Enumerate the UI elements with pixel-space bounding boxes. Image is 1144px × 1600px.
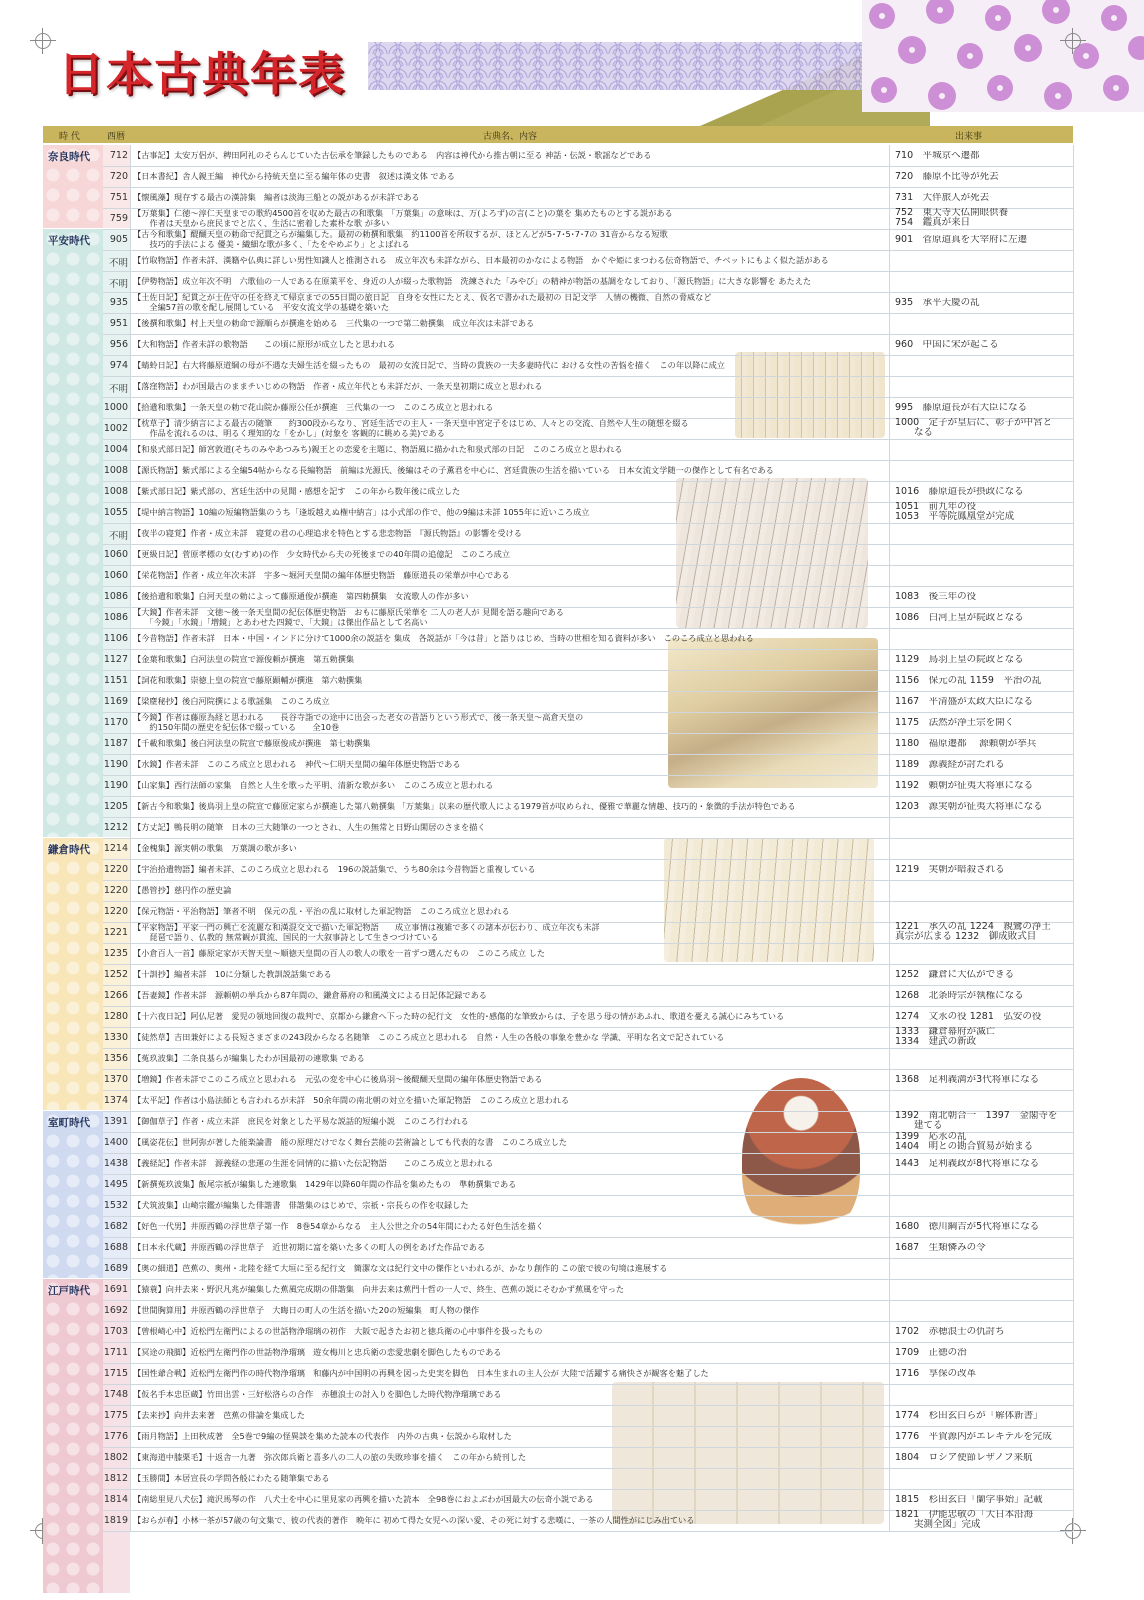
year-cell: 1692 <box>103 1304 128 1316</box>
work-description-cell: 【源氏物語】紫式部による全編54帖からなる長編物語 前編は光源氏、後編はその子薫君を中心に、宮廷貴族の生活を描いている 日本女流文学随一の傑作として有名である <box>133 465 774 475</box>
work-description-cell: 【拾遺和歌集】一条天皇の勅で花山院か藤原公任が撰進 三代集の一つ このころ成立と思われる <box>133 402 494 412</box>
table-row <box>103 1111 1073 1133</box>
year-cell: 1438 <box>103 1157 128 1169</box>
event-cell: 1016 藤原道長が摂政になる <box>895 486 1024 497</box>
era-block <box>43 145 103 228</box>
work-description-cell: 【夜半の寝覚】作者・成立未詳 寝覚の君の心理追求を特色とする悲恋物語 『源氏物語』の影響を受ける <box>133 528 522 538</box>
work-description-cell: 【土佐日記】紀貫之が土佐守の任を終えて帰京までの55日間の旅日記 自身を女性にたとえ、仮名で書かれた最初の 日記文学 人情の機微、自然の脅威など 全編57首の歌を配し展開している 平安女流文学の基礎を築いた <box>133 293 712 312</box>
table-row <box>103 1195 1073 1217</box>
year-cell: 1689 <box>103 1262 128 1274</box>
year-cell: 1748 <box>103 1388 128 1400</box>
work-description-cell: 【御伽草子】作者・成立未詳 庶民を対象とした平易な説話的短編小説 このころ行われる <box>133 1116 469 1126</box>
table-row <box>103 901 1073 923</box>
work-description-cell: 【おらが春】小林一茶が57歳の句文集で、彼の代表的著作 晩年に 初めて得た女児への深い愛、その死に対する悲嘆に、一茶の人間性がにじみ出ている <box>133 1515 695 1525</box>
table-row <box>103 1489 1073 1511</box>
event-cell: 1815 杉田玄白「蘭学事始」記載 <box>895 1494 1043 1505</box>
event-cell: 1167 平清盛が太政大臣になる <box>895 696 1034 707</box>
table-row <box>103 754 1073 776</box>
era-block <box>43 1111 103 1278</box>
table-row <box>103 502 1073 524</box>
table-row <box>103 1342 1073 1364</box>
year-cell: 1000 <box>103 401 128 413</box>
event-cell: 1175 法然が浄土宗を開く <box>895 717 1015 728</box>
column-header-year: 西暦 <box>107 132 126 142</box>
work-description-cell: 【雨月物語】上田秋成著 全5巻で9編の怪異談を集めた読本の代表作 内外の古典・伝説から取材した <box>133 1431 512 1441</box>
year-cell: 1532 <box>103 1199 128 1211</box>
work-description-cell: 【玉勝間】本居宣長の学問各般にわたる随筆集である <box>133 1473 330 1483</box>
year-cell: 1266 <box>103 989 128 1001</box>
work-description-cell: 【保元物語・平治物語】筆者不明 保元の乱・平治の乱に取材した軍記物語 このころ成立と思われる <box>133 906 510 916</box>
year-cell: 1220 <box>103 905 128 917</box>
year-cell: 974 <box>109 359 128 371</box>
year-cell: 1715 <box>103 1367 128 1379</box>
event-cell: 1716 享保の改革 <box>895 1368 977 1379</box>
table-row <box>103 460 1073 482</box>
work-description-cell: 【竹取物語】作者未詳、漢籍や仏典に詳しい男性知識人と推測される 成立年次も未詳ながら、日本最初のかなによる物語 かぐや姫にまつわる伝奇物語で、チベットにもよく似た話がある <box>133 255 829 265</box>
work-description-cell: 【宇治拾遺物語】編者未詳、このころ成立と思われる 196の説話集で、うち80余は今昔物語と重複している <box>133 864 536 874</box>
year-cell: 1703 <box>103 1325 128 1337</box>
work-description-cell: 【小倉百人一首】藤原定家が天智天皇～順徳天皇間の百人の歌人の歌を一首ずつ選んだもの このころ成立 した <box>133 948 545 958</box>
work-description-cell: 【懐風藻】現存する最古の漢詩集 編者は淡海三船との説があるが未詳である <box>133 192 420 202</box>
table-row <box>103 1279 1073 1301</box>
year-cell: 1221 <box>103 926 128 938</box>
event-cell: 1189 源義経が討たれる <box>895 759 1005 770</box>
year-cell: 1106 <box>103 632 128 644</box>
seigaiha-pattern-decoration <box>368 42 888 90</box>
table-row <box>103 985 1073 1007</box>
event-cell: 1086 白河上皇が院政となる <box>895 612 1024 623</box>
year-cell: 1214 <box>103 842 128 854</box>
work-description-cell: 【伊勢物語】成立年次不明 六歌仙の一人である在原業平を、身近の人が綴った歌物語 洗練された「みやび」の精神が物語の基調をなしており、「源氏物語」に大きな影響を あたえた <box>133 276 812 286</box>
year-cell: 712 <box>109 149 128 161</box>
event-cell: 1192 頼朝が征夷大将軍になる <box>895 780 1034 791</box>
event-cell: 1702 赤穂浪士の仇討ち <box>895 1326 1005 1337</box>
year-cell: 1235 <box>103 947 128 959</box>
table-row <box>103 229 1073 251</box>
work-description-cell: 【大和物語】作者未詳の歌物語 この頃に原形が成立したと思われる <box>133 339 396 349</box>
work-description-cell: 【和泉式部日記】師宮敦道(そちのみやあつみち)親王との恋愛を主題に、物語風に描かれた和泉式部の日記 このころ成立と思われる <box>133 444 623 454</box>
year-cell: 不明 <box>108 530 128 542</box>
era-block <box>43 1279 103 1593</box>
table-row <box>103 397 1073 419</box>
year-cell: 1280 <box>103 1010 128 1022</box>
table-row <box>103 1237 1073 1259</box>
table-row <box>103 1321 1073 1343</box>
year-cell: 1060 <box>103 548 128 560</box>
event-cell: 1687 生類憐みの令 <box>895 1242 986 1253</box>
year-cell: 956 <box>109 338 128 350</box>
table-row <box>103 1153 1073 1175</box>
year-cell: 759 <box>109 212 128 224</box>
year-cell: 1776 <box>103 1430 128 1442</box>
event-cell: 1680 徳川綱吉が5代将軍になる <box>895 1221 1040 1232</box>
work-description-cell: 【万葉集】仁徳～淳仁天皇までの歌約4500首を収めた最古の和歌集 「万葉集」の意味は、万(よろず)の言(こと)の葉を 集めたものとする説がある 作者は天皇から庶民までと広く、生活に密着した素朴な歌 が多い <box>133 209 673 228</box>
work-description-cell: 【日本永代蔵】井原西鶴の浮世草子 近世初期に富を築いた多くの町人の例をあげた作品である <box>133 1242 486 1252</box>
era-label: 江戸時代 <box>48 1285 90 1297</box>
table-row <box>103 145 1073 167</box>
event-cell: 1368 足利義満が3代将軍になる <box>895 1074 1040 1085</box>
table-row <box>103 691 1073 713</box>
event-cell: 1399 応永の乱 1404 明との勘合貿易が始まる <box>895 1132 1034 1153</box>
year-cell: 1814 <box>103 1493 128 1505</box>
year-cell: 1391 <box>103 1115 128 1127</box>
event-cell: 731 大伴旅人が死去 <box>895 192 990 203</box>
event-cell: 1156 保元の乱 1159 平治の乱 <box>895 675 1042 686</box>
table-row <box>103 1510 1073 1532</box>
work-description-cell: 【栄花物語】作者・成立年次未詳 宇多～堀河天皇間の編年体歴史物語 藤原道長の栄華が中心である <box>133 570 510 580</box>
table-row <box>103 1048 1073 1070</box>
work-description-cell: 【梁塵秘抄】後白河院撰による歌謡集 このころ成立 <box>133 696 330 706</box>
registration-mark <box>35 33 51 49</box>
table-row <box>103 1300 1073 1322</box>
year-cell: 1802 <box>103 1451 128 1463</box>
table-row <box>103 376 1073 398</box>
year-cell: 1330 <box>103 1031 128 1043</box>
table-row <box>103 418 1073 440</box>
table-row <box>103 439 1073 461</box>
table-row <box>103 943 1073 965</box>
year-cell: 720 <box>109 170 128 182</box>
table-row <box>103 292 1073 314</box>
table-row <box>103 544 1073 566</box>
table-row <box>103 271 1073 293</box>
table-row <box>103 250 1073 272</box>
work-description-cell: 【千載和歌集】後白河法皇の院宣で藤原俊成が撰進 第七勅撰集 <box>133 738 371 748</box>
year-cell: 1170 <box>103 716 128 728</box>
work-description-cell: 【今鏡】作者は藤原為経と思われる 長谷寺詣での途中に出会った老女の昔語りという形式で、後一条天皇～高倉天皇の 約150年間の歴史を紀伝体で綴っている 全10巻 <box>133 713 584 732</box>
work-description-cell: 【奥の細道】芭蕉の、奥州・北陸を経て大垣に至る紀行文 簡潔な文は紀行文中の傑作といわれるが、かなり創作的 この旅で彼の句境は進展する <box>133 1263 668 1273</box>
work-description-cell: 【冥途の飛脚】近松門左衛門作の世話物浄瑠璃 遊女梅川と忠兵衛の恋愛悲劇を脚色したものである <box>133 1347 502 1357</box>
year-cell: 1008 <box>103 464 128 476</box>
year-cell: 1055 <box>103 506 128 518</box>
year-cell: 1691 <box>103 1283 128 1295</box>
table-row <box>103 1468 1073 1490</box>
year-cell: 1205 <box>103 800 128 812</box>
work-description-cell: 【太平記】作者は小島法師とも言われるが未詳 50余年間の南北朝の対立を描いた軍記物語 このころ成立と思われる <box>133 1095 570 1105</box>
work-description-cell: 【新撰菟玖波集】飯尾宗祇が編集した連歌集 1429年以降60年間の作品を集めたもの 準勅撰集である <box>133 1179 517 1189</box>
header <box>0 0 1144 128</box>
table-row <box>103 838 1073 860</box>
table-row <box>103 1027 1073 1049</box>
event-cell: 1083 後三年の役 <box>895 591 977 602</box>
work-description-cell: 【風姿花伝】世阿弥が著した能楽論書 能の原理だけでなく舞台芸能の芸術論としても代表的な書 このころ成立した <box>133 1137 567 1147</box>
work-description-cell: 【菟玖波集】二条良基らが編集したわが国最初の連歌集 である <box>133 1053 365 1063</box>
year-cell: 1220 <box>103 863 128 875</box>
work-description-cell: 【愚管抄】慈円作の歴史論 <box>133 885 232 895</box>
table-row <box>103 922 1073 944</box>
event-cell: 720 藤原不比等が死去 <box>895 171 999 182</box>
year-cell: 不明 <box>108 278 128 290</box>
event-cell: 1221 承久の乱 1224 親鸞の浄土 真宗が広まる 1232 御成敗式目 <box>895 922 1051 943</box>
event-cell: 995 藤原道長が右大臣になる <box>895 402 1028 413</box>
year-cell: 不明 <box>108 383 128 395</box>
column-header-events: 出来事 <box>955 132 983 142</box>
work-description-cell: 【大鏡】作者未詳 文徳～後一条天皇間の紀伝体歴史物語 おもに藤原氏栄華を 二人の老人が 見聞を語る趣向である 「今鏡」「水鏡」「増鏡」とあわせた四鏡で、「大鏡」は傑出作品として名高い <box>133 608 564 627</box>
event-cell: 1392 南北朝合一 1397 金閣寺を 建てる <box>895 1111 1058 1132</box>
year-cell: 1190 <box>103 779 128 791</box>
work-description-cell: 【増鏡】作者未詳でこのころ成立と思われる 元弘の変を中心に後鳥羽～後醍醐天皇間の編年体歴史物語である <box>133 1074 543 1084</box>
work-description-cell: 【好色一代男】井原西鶴の浮世草子第一作 8巻54章からなる 主人公世之介の54年間にわたる好色生活を描く <box>133 1221 544 1231</box>
year-cell: 1220 <box>103 884 128 896</box>
table-row <box>103 607 1073 629</box>
work-description-cell: 【猿蓑】向井去来・野沢凡兆が編集した蕉風完成期の俳諧集 向井去来は蕉門十哲の一人で、終生、芭蕉の説にそむかず蕉風を守った <box>133 1284 625 1294</box>
event-cell: 1776 平賀源内がエレキテルを完成 <box>895 1431 1052 1442</box>
event-cell: 1252 鎌倉に大仏ができる <box>895 969 1015 980</box>
year-cell: 1252 <box>103 968 128 980</box>
year-cell: 905 <box>109 233 128 245</box>
event-cell: 1274 文永の役 1281 弘安の役 <box>895 1011 1042 1022</box>
table-row <box>103 355 1073 377</box>
event-cell: 1709 正徳の治 <box>895 1347 967 1358</box>
event-cell: 1129 鳥羽上皇の院政となる <box>895 654 1024 665</box>
work-description-cell: 【堤中納言物語】10編の短編物語集のうち「逢坂越えぬ権中納言」は小式部の作で、他の9編は未詳 1055年に近いころ成立 <box>133 507 590 517</box>
event-cell: 1180 福原遷都 源頼朝が挙兵 <box>895 738 1037 749</box>
event-cell: 710 平城京へ遷都 <box>895 150 980 161</box>
table-row <box>103 1447 1073 1469</box>
year-cell: 1819 <box>103 1514 128 1526</box>
work-description-cell: 【今昔物語】作者未詳 日本・中国・インドに分けて1000余の説話を 集成 各説話が「今は昔」と語りはじめ、当時の世相を知る資料が多い このころ成立と思われる <box>133 633 754 643</box>
table-row <box>103 166 1073 188</box>
table-row <box>103 334 1073 356</box>
year-cell: 不明 <box>108 257 128 269</box>
table-row <box>103 313 1073 335</box>
era-label: 鎌倉時代 <box>48 844 90 856</box>
table-row <box>103 1216 1073 1238</box>
year-cell: 1127 <box>103 653 128 665</box>
event-cell: 1203 源実朝が征夷大将軍になる <box>895 801 1043 812</box>
table-row <box>103 670 1073 692</box>
table-row <box>103 1132 1073 1154</box>
table-row <box>103 1426 1073 1448</box>
year-cell: 1400 <box>103 1136 128 1148</box>
event-cell: 1443 足利義政が8代将軍になる <box>895 1158 1040 1169</box>
table-row <box>103 712 1073 734</box>
event-cell: 1333 鎌倉幕府が滅亡 1334 建武の新政 <box>895 1027 996 1048</box>
event-cell: 1219 実朝が暗殺される <box>895 864 1005 875</box>
page-title: 日本古典年表 <box>58 47 346 101</box>
work-description-cell: 【古事記】太安万侶が、稗田阿礼のそらんじていた古伝承を筆録したものである 内容は神代から推古朝に至る 神話・伝説・歌謡などである <box>133 150 652 160</box>
era-block <box>43 838 103 1110</box>
era-block <box>43 229 103 837</box>
era-label: 奈良時代 <box>48 151 90 163</box>
table-row <box>103 775 1073 797</box>
year-cell: 1495 <box>103 1178 128 1190</box>
work-description-cell: 【仮名手本忠臣蔵】竹田出雲・三好松洛らの合作 赤穂浪士の討入りを脚色した時代物浄瑠璃である <box>133 1389 502 1399</box>
work-description-cell: 【南総里見八犬伝】滝沢馬琴の作 八犬士を中心に里見家の再興を描いた読本 全98巻におよぶわが国最大の伝奇小説である <box>133 1494 594 1504</box>
table-row <box>103 565 1073 587</box>
table-row <box>103 817 1073 839</box>
year-cell: 1775 <box>103 1409 128 1421</box>
table-row <box>103 1405 1073 1427</box>
year-cell: 1060 <box>103 569 128 581</box>
table-row <box>103 187 1073 209</box>
year-cell: 1169 <box>103 695 128 707</box>
table-row <box>103 859 1073 881</box>
work-description-cell: 【日本書紀】舎人親王編 神代から持統天皇に至る編年体の史書 叙述は漢文体 である <box>133 171 455 181</box>
work-description-cell: 【徒然草】吉田兼好による長短さまざまの243段からなる名随筆 このころ成立と思われる 自然・人生の各般の事象を豊かな 学識、平明な名文で記されている <box>133 1032 725 1042</box>
column-divider <box>1073 145 1074 1531</box>
table-row <box>103 1363 1073 1385</box>
event-cell: 1051 前九年の役 1053 平等院鳳凰堂が完成 <box>895 502 1015 523</box>
year-cell: 1002 <box>103 422 128 434</box>
work-description-cell: 【金槐集】源実朝の歌集 万葉調の歌が多い <box>133 843 297 853</box>
table-row <box>103 880 1073 902</box>
work-description-cell: 【紫式部日記】紫式部の、宮廷生活中の見聞・感想を記す この年から数年後に成立した <box>133 486 461 496</box>
work-description-cell: 【十訓抄】編者未詳 10に分類した教訓説話集である <box>133 969 332 979</box>
year-cell: 1711 <box>103 1346 128 1358</box>
year-cell: 951 <box>109 317 128 329</box>
event-cell: 1804 ロシア使節レザノフ来航 <box>895 1452 1033 1463</box>
table-row <box>103 964 1073 986</box>
year-cell: 1004 <box>103 443 128 455</box>
work-description-cell: 【吾妻鏡】作者未詳 源頼朝の挙兵から87年間の、鎌倉幕府の和風漢文による日記体記録である <box>133 990 487 1000</box>
year-cell: 1151 <box>103 674 128 686</box>
chrysanthemum-pattern-decoration <box>862 0 1144 112</box>
work-description-cell: 【犬筑波集】山崎宗鑑が編集した俳諧書 俳諧集のはじめで、宗祇・宗長らの作を収録した <box>133 1200 469 1210</box>
year-cell: 1374 <box>103 1094 128 1106</box>
year-cell: 1190 <box>103 758 128 770</box>
year-cell: 1682 <box>103 1220 128 1232</box>
work-description-cell: 【蜻蛉日記】右大将藤原道綱の母が不遇な夫婦生活を綴ったもの 最初の女流日記で、当時の貴族の一夫多妻時代に おける女性の苦悩を描く この年以降に成立 <box>133 360 725 370</box>
work-description-cell: 【去来抄】向井去来著 芭蕉の俳論を集成した <box>133 1410 305 1420</box>
work-description-cell: 【東海道中膝栗毛】十返舎一九著 弥次郎兵衛と喜多八の二人の旅の失敗珍事を描く この年から続刊した <box>133 1452 527 1462</box>
year-cell: 1086 <box>103 611 128 623</box>
work-description-cell: 【新古今和歌集】後鳥羽上皇の院宣で藤原定家らが撰進した第八勅撰集 「万葉集」以来の歴代歌人による1979首が収められ、優雅で華麗な情趣、技巧的・象徴的手法が特色である <box>133 801 796 811</box>
table-row <box>103 628 1073 650</box>
event-cell: 1000 定子が皇后に、彰子が中宮と なる <box>895 418 1053 439</box>
year-cell: 1086 <box>103 590 128 602</box>
work-description-cell: 【世間胸算用】井原西鶴の浮世草子 大晦日の町人の生活を描いた20の短編集 町人物の傑作 <box>133 1305 480 1315</box>
work-description-cell: 【水鏡】作者未詳 このころ成立と思われる 神代～仁明天皇間の編年体歴史物語である <box>133 759 461 769</box>
work-description-cell: 【詞花和歌集】崇徳上皇の院宣で藤原顕輔が撰進 第六勅撰集 <box>133 675 363 685</box>
event-cell: 1774 杉田玄白らが「解体新書」 <box>895 1410 1043 1421</box>
work-description-cell: 【後撰和歌集】村上天皇の勅命で源順らが撰進を始める 三代集の一つで第二勅撰集 成立年次は未詳である <box>133 318 535 328</box>
event-cell: 1821 伊能忠敬の「大日本沿海 実測全図」完成 <box>895 1510 1034 1531</box>
work-description-cell: 【更級日記】菅原孝標の女(むすめ)の作 少女時代から夫の死後までの40年間の追億記 このころ成立 <box>133 549 511 559</box>
event-cell: 752 東大寺大仏開眼供養 754 鑑真が来日 <box>895 208 1009 229</box>
year-cell: 751 <box>109 191 128 203</box>
event-cell: 1268 北条時宗が執権になる <box>895 990 1024 1001</box>
table-row <box>103 796 1073 818</box>
table-row <box>103 1258 1073 1280</box>
work-description-cell: 【曾根崎心中】近松門左衛門によるの世話物浄瑠璃の初作 大阪で起きたお初と徳兵衛の心中事件を扱ったもの <box>133 1326 543 1336</box>
column-header-works: 古典名、内容 <box>483 132 538 142</box>
year-cell: 1212 <box>103 821 128 833</box>
year-cell: 1187 <box>103 737 128 749</box>
column-header-era: 時 代 <box>59 132 80 142</box>
era-label: 室町時代 <box>48 1117 90 1129</box>
column-header-bar <box>43 126 1073 143</box>
table-row <box>103 586 1073 608</box>
registration-mark <box>1065 33 1081 49</box>
work-description-cell: 【金葉和歌集】白河法皇の院宣で源俊頼が撰進 第五勅撰集 <box>133 654 355 664</box>
work-description-cell: 【国性爺合戦】近松門左衛門作の時代物浄瑠璃 和藤内が中国明の再興を図った史実を脚色 日本生まれの主人公が 大陸で活躍する痛快さが観客を魅了した <box>133 1368 709 1378</box>
work-description-cell: 【義経記】作者未詳 源義経の悲運の生涯を同情的に描いた伝記物語 このころ成立と思われる <box>133 1158 494 1168</box>
event-cell: 960 中国に宋が起こる <box>895 339 999 350</box>
table-row <box>103 1006 1073 1028</box>
year-cell: 1008 <box>103 485 128 497</box>
event-cell: 901 菅原道真を大宰府に左遷 <box>895 234 1028 245</box>
table-row <box>103 1090 1073 1112</box>
event-cell: 935 承平天慶の乱 <box>895 297 980 308</box>
work-description-cell: 【古今和歌集】醍醐天皇の勅命で紀貫之らが編集した。最初の勅撰和歌集 約1100首を所収するが、ほとんどが5･7･5･7･7の 31音からなる短歌 技巧的手法による 優美・繊細な歌が多く、「たをやめぶり」とよばれる <box>133 230 668 249</box>
work-description-cell: 【落窪物語】わが国最古のままチいじめの物語 作者・成立年代とも未詳だが、一条天皇初期に成立と思われる <box>133 381 543 391</box>
year-cell: 1688 <box>103 1241 128 1253</box>
work-description-cell: 【後拾遺和歌集】白河天皇の勅によって藤原通俊が撰進 第四勅撰集 女流歌人の作が多い <box>133 591 469 601</box>
work-description-cell: 【枕草子】清少納言による最古の随筆 約300段からなり、宮廷生活での主人・一条天皇中宮定子をはじめ、人々との交流、自然や人生の随想を綴る 作品を流れるのは、明るく理知的な「をかし」(対象を 客観的に眺める美)である <box>133 419 689 438</box>
work-description-cell: 【方丈記】鴨長明の随筆 日本の三大随筆の一つとされ、人生の無常と日野山閑居のさまを描く <box>133 822 486 832</box>
table-row <box>103 733 1073 755</box>
year-cell: 1356 <box>103 1052 128 1064</box>
table-row <box>103 649 1073 671</box>
table-row <box>103 1384 1073 1406</box>
work-description-cell: 【山家集】西行法師の家集 自然と人生を歌った平明、清新な歌が多い このころ成立と思われる <box>133 780 494 790</box>
year-cell: 1812 <box>103 1472 128 1484</box>
work-description-cell: 【平家物語】平家一門の興亡を流麗な和漢混交文で描いた軍記物語 成立事情は複雑で多くの諸本が伝わり、成立年次も未詳 琵琶で語り、仏教的 無常観が貫流、国民的一大叙事詩として生きつづけている <box>133 923 600 942</box>
year-cell: 935 <box>109 296 128 308</box>
table-row <box>103 1069 1073 1091</box>
era-label: 平安時代 <box>48 235 90 247</box>
table-row <box>103 481 1073 503</box>
year-cell: 1370 <box>103 1073 128 1085</box>
work-description-cell: 【十六夜日記】阿仏尼著 愛児の領地回復の裁判で、京都から鎌倉へ下った時の紀行文 女性的･感傷的な筆致からは、子を思う母の情があふれ、歌道を憂える誠心にみちている <box>133 1011 785 1021</box>
table-row <box>103 1174 1073 1196</box>
table-row <box>103 208 1073 230</box>
table-row <box>103 523 1073 545</box>
